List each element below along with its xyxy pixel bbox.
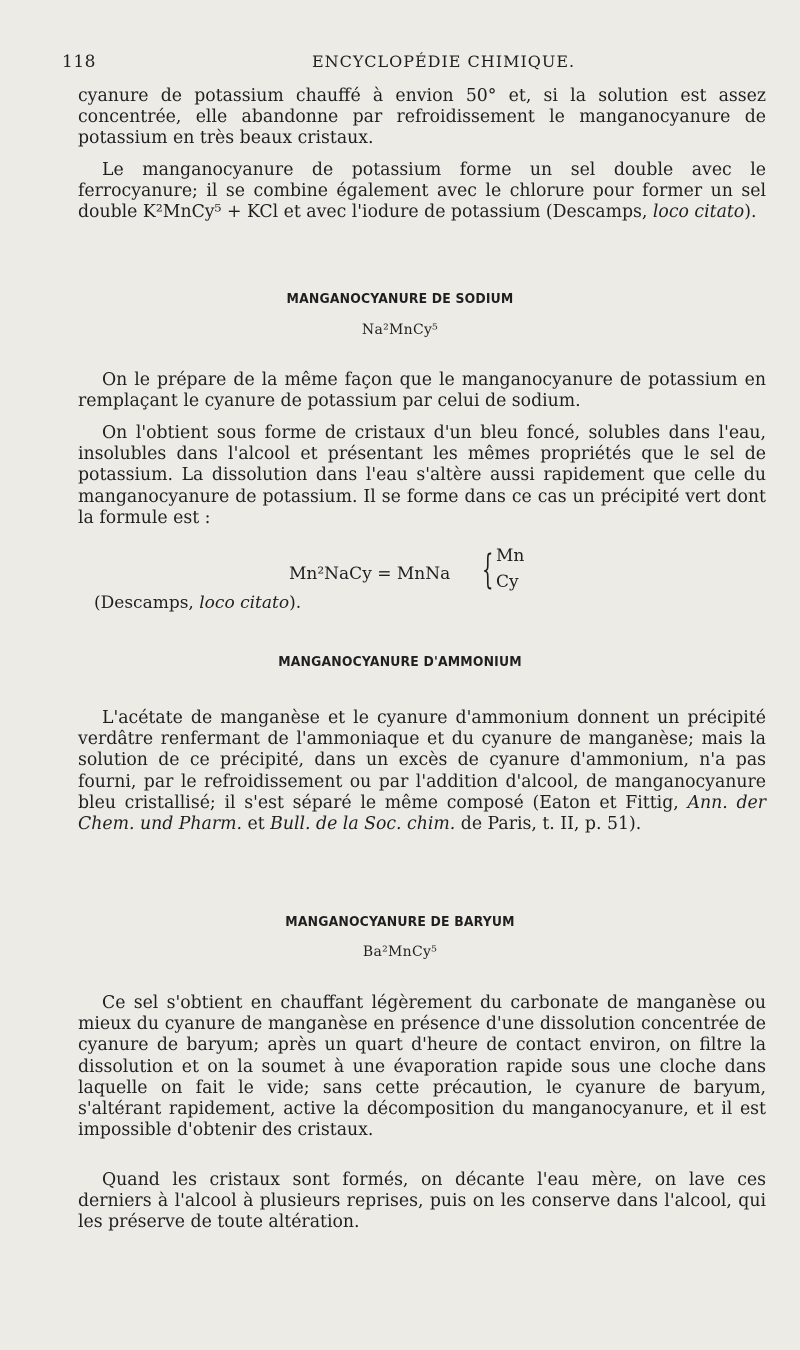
intro-p2-citation: loco citato (652, 202, 745, 223)
page-number: 118 (62, 52, 96, 72)
ammonium-p1-end: de Paris, t. II, p. 51). (455, 814, 642, 835)
ammonium-paragraph-1 (78, 708, 766, 835)
ammonium-p1-mid: et (241, 814, 271, 835)
barium-paragraph-2: Quand les cristaux sont formés, on décante l'eau mère, on lave ces derniers à l'alcool à plusieurs reprises, puis on les conserve dans l'alcool, qui les préserve de toute altération. (78, 1170, 766, 1233)
equation-brace: { (481, 547, 494, 593)
ammonium-p1-journal-1: Ann. der Chem. und Pharm. (78, 792, 766, 835)
section-title-sodium: MANGANOCYANURE DE SODIUM (286, 291, 514, 307)
intro-p2-end: ). (744, 202, 757, 223)
citation-end: ). (289, 593, 302, 613)
equation-left: Mn²NaCy = MnNa (289, 564, 451, 584)
equation-bottom: Cy (496, 572, 519, 592)
running-head: ENCYCLOPÉDIE CHIMIQUE. (312, 52, 576, 71)
section-title-barium: MANGANOCYANURE DE BARYUM (285, 914, 515, 930)
sodium-paragraph-2: On l'obtient sous forme de cristaux d'un bleu foncé, solubles dans l'eau, insolubles dans l'alcool et présentant les mêmes propriétés que le sel de potassium. La dissolution dans l'eau s'altère aussi rapidement que celle du manganocyanure de potassium. Il se forme dans ce cas un précipité vert dont la formule est : (78, 423, 766, 528)
citation-text: (Descamps, (94, 593, 200, 613)
ammonium-p1-journal-2: Bull. de la Soc. chim. (270, 814, 456, 835)
intro-paragraph-1: cyanure de potassium chauffé à envion 50° et, si la solution est assez concentrée, elle abandonne par refroidissement le manganocyanure de potassium en très beaux cristaux. (78, 86, 766, 149)
intro-p2-text: Le manganocyanure de potassium forme un sel double avec le ferrocyanure; il se combine également avec le chlorure pour former un sel double K²MnCy⁵ + KCl et avec l'iodure de potassium (Descamps, (78, 160, 766, 223)
intro-paragraph-2 (78, 160, 766, 224)
formula-sodium: Na²MnCy⁵ (361, 322, 439, 338)
sodium-citation (94, 593, 301, 613)
page-header (62, 52, 762, 76)
ammonium-p1-text: L'acétate de manganèse et le cyanure d'ammonium donnent un précipité verdâtre renfermant de l'ammoniaque et du cyanure de manganèse; mais la solution de ce précipité, dans un excès de cyanure d'ammonium, n'a pas fourni, par le refroidissement ou par l'addition d'alcool, de manganocyanure bleu cristallisé; il s'est séparé le même composé (Eaton et Fittig, (78, 708, 766, 813)
barium-paragraph-1: Ce sel s'obtient en chauffant légèrement du carbonate de manganèse ou mieux du cyanure de manganèse en présence d'une dissolution concentrée de cyanure de baryum; après un quart d'heure de contact environ, on filtre la dissolution et on la soumet à une évaporation rapide sous une cloche dans laquelle on fait le vide; sans cette précaution, le cyanure de baryum, s'altérant rapidement, active la décomposition du manganocyanure, et il est impossible d'obtenir des cristaux. (78, 993, 766, 1141)
formula-barium: Ba²MnCy⁵ (362, 944, 438, 960)
section-title-ammonium: MANGANOCYANURE D'AMMONIUM (278, 654, 522, 670)
sodium-paragraph-1: On le prépare de la même façon que le manganocyanure de potassium en remplaçant le cyanure de potassium par celui de sodium. (78, 370, 766, 412)
equation-top: Mn (496, 546, 525, 566)
citation-italic: loco citato (199, 593, 290, 613)
